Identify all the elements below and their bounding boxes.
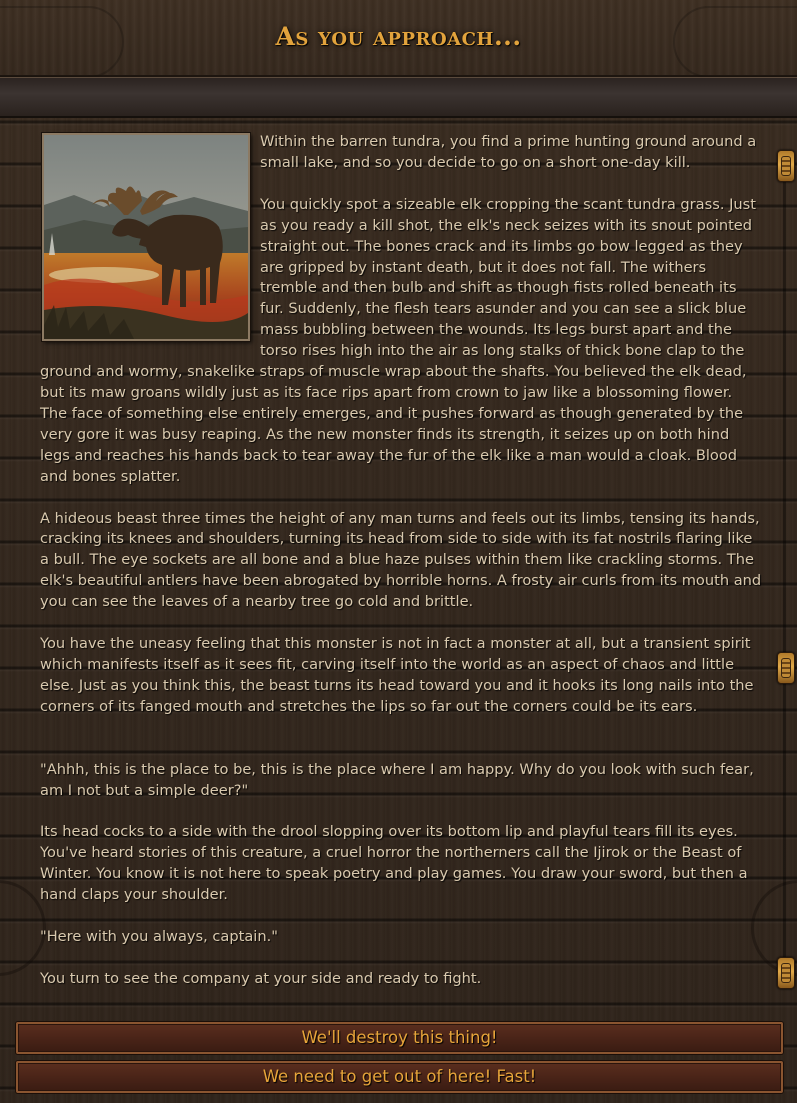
scrollbar-thumb-icon[interactable] (777, 652, 795, 684)
event-header (0, 0, 797, 77)
option-destroy-button[interactable]: We'll destroy this thing! (16, 1022, 783, 1054)
event-paragraph: Its head cocks to a side with the drool slopping over its bottom lip and playful tears fill its eyes. You've heard stories of this creature, a cruel horror the northerners call the Ijirok or the Beast of Winter. You know it is not here to speak poetry and play games. You draw your sword, but then a hand claps your shoulder. (40, 823, 748, 904)
event-paragraph: Within the barren tundra, you find a prime hunting ground around a small lake, and so you decide to go on a short one-day kill. (260, 133, 757, 171)
event-description (40, 132, 762, 1011)
event-title: As you approach... (275, 22, 522, 51)
scrollbar-track[interactable] (783, 180, 786, 970)
event-paragraph: You quickly spot a sizeable elk cropping the scant tundra grass. Just as you ready a kill shot, the elk's neck seizes with its snout pointed straight out. The bones crack and its limbs go bow legged as they are gripped by instant death, but it does not fall. The withers tremble and then bulb and shift as though fists rolled beneath its fur. Suddenly, the flesh tears asunder and you can see a slick blue mass bubbling between the wounds. Its legs burst apart and the torso rises high into the air as long stalks of thick bone clap to the ground and wormy, snakelike straps of muscle wrap about the shafts. You believed the elk dead, but its maw groans wildly just as its face rips apart from crown to jaw like a blossoming flower. The face of something else entirely emerges, and it pushes forward as though generated by the very gore it was busy reaping. As the new monster finds its strength, it seizes up on both hind legs and reaches his hands back to tear away the fur of the elk like a man would a cloak. Blood and bones splatter. (40, 195, 756, 485)
header-separator (0, 77, 797, 118)
event-paragraph: You turn to see the company at your side and ready to fight. (40, 970, 482, 987)
event-paragraph: "Here with you always, captain." (40, 928, 278, 946)
event-paragraph: "Ahhh, this is the place to be, this is the place where I am happy. Why do you look with such fear, am I not but a simple deer?" (40, 760, 754, 799)
event-paragraph: You have the uneasy feeling that this monster is not in fact a monster at all, but a transient spirit which manifests itself as it sees fit, carving itself into the world as an aspect of chaos and little else. Just as you think this, the beast turns its head toward you and it hooks its long nails into the corners of its fanged mouth and stretches the lips so far out the corners could be its ears. (40, 635, 754, 715)
scrollbar-ornament-icon[interactable] (777, 150, 795, 182)
event-paragraph: A hideous beast three times the height of any man turns and feels out its limbs, tensing its hands, cracking its knees and shoulders, turning its head from side to side with its fat nostrils flaring like a bull. The eye sockets are all bone and a blue haze pulses within them like crackling storms. The elk's beautiful antlers have been abrogated by horrible horns. A frosty air curls from its mouth and you can see the leaves of a nearby tree go cold and brittle. (40, 509, 762, 611)
option-flee-button[interactable]: We need to get out of here! Fast! (16, 1061, 783, 1093)
image-spacer (40, 132, 260, 350)
scrollbar-ornament-icon[interactable] (777, 957, 795, 989)
